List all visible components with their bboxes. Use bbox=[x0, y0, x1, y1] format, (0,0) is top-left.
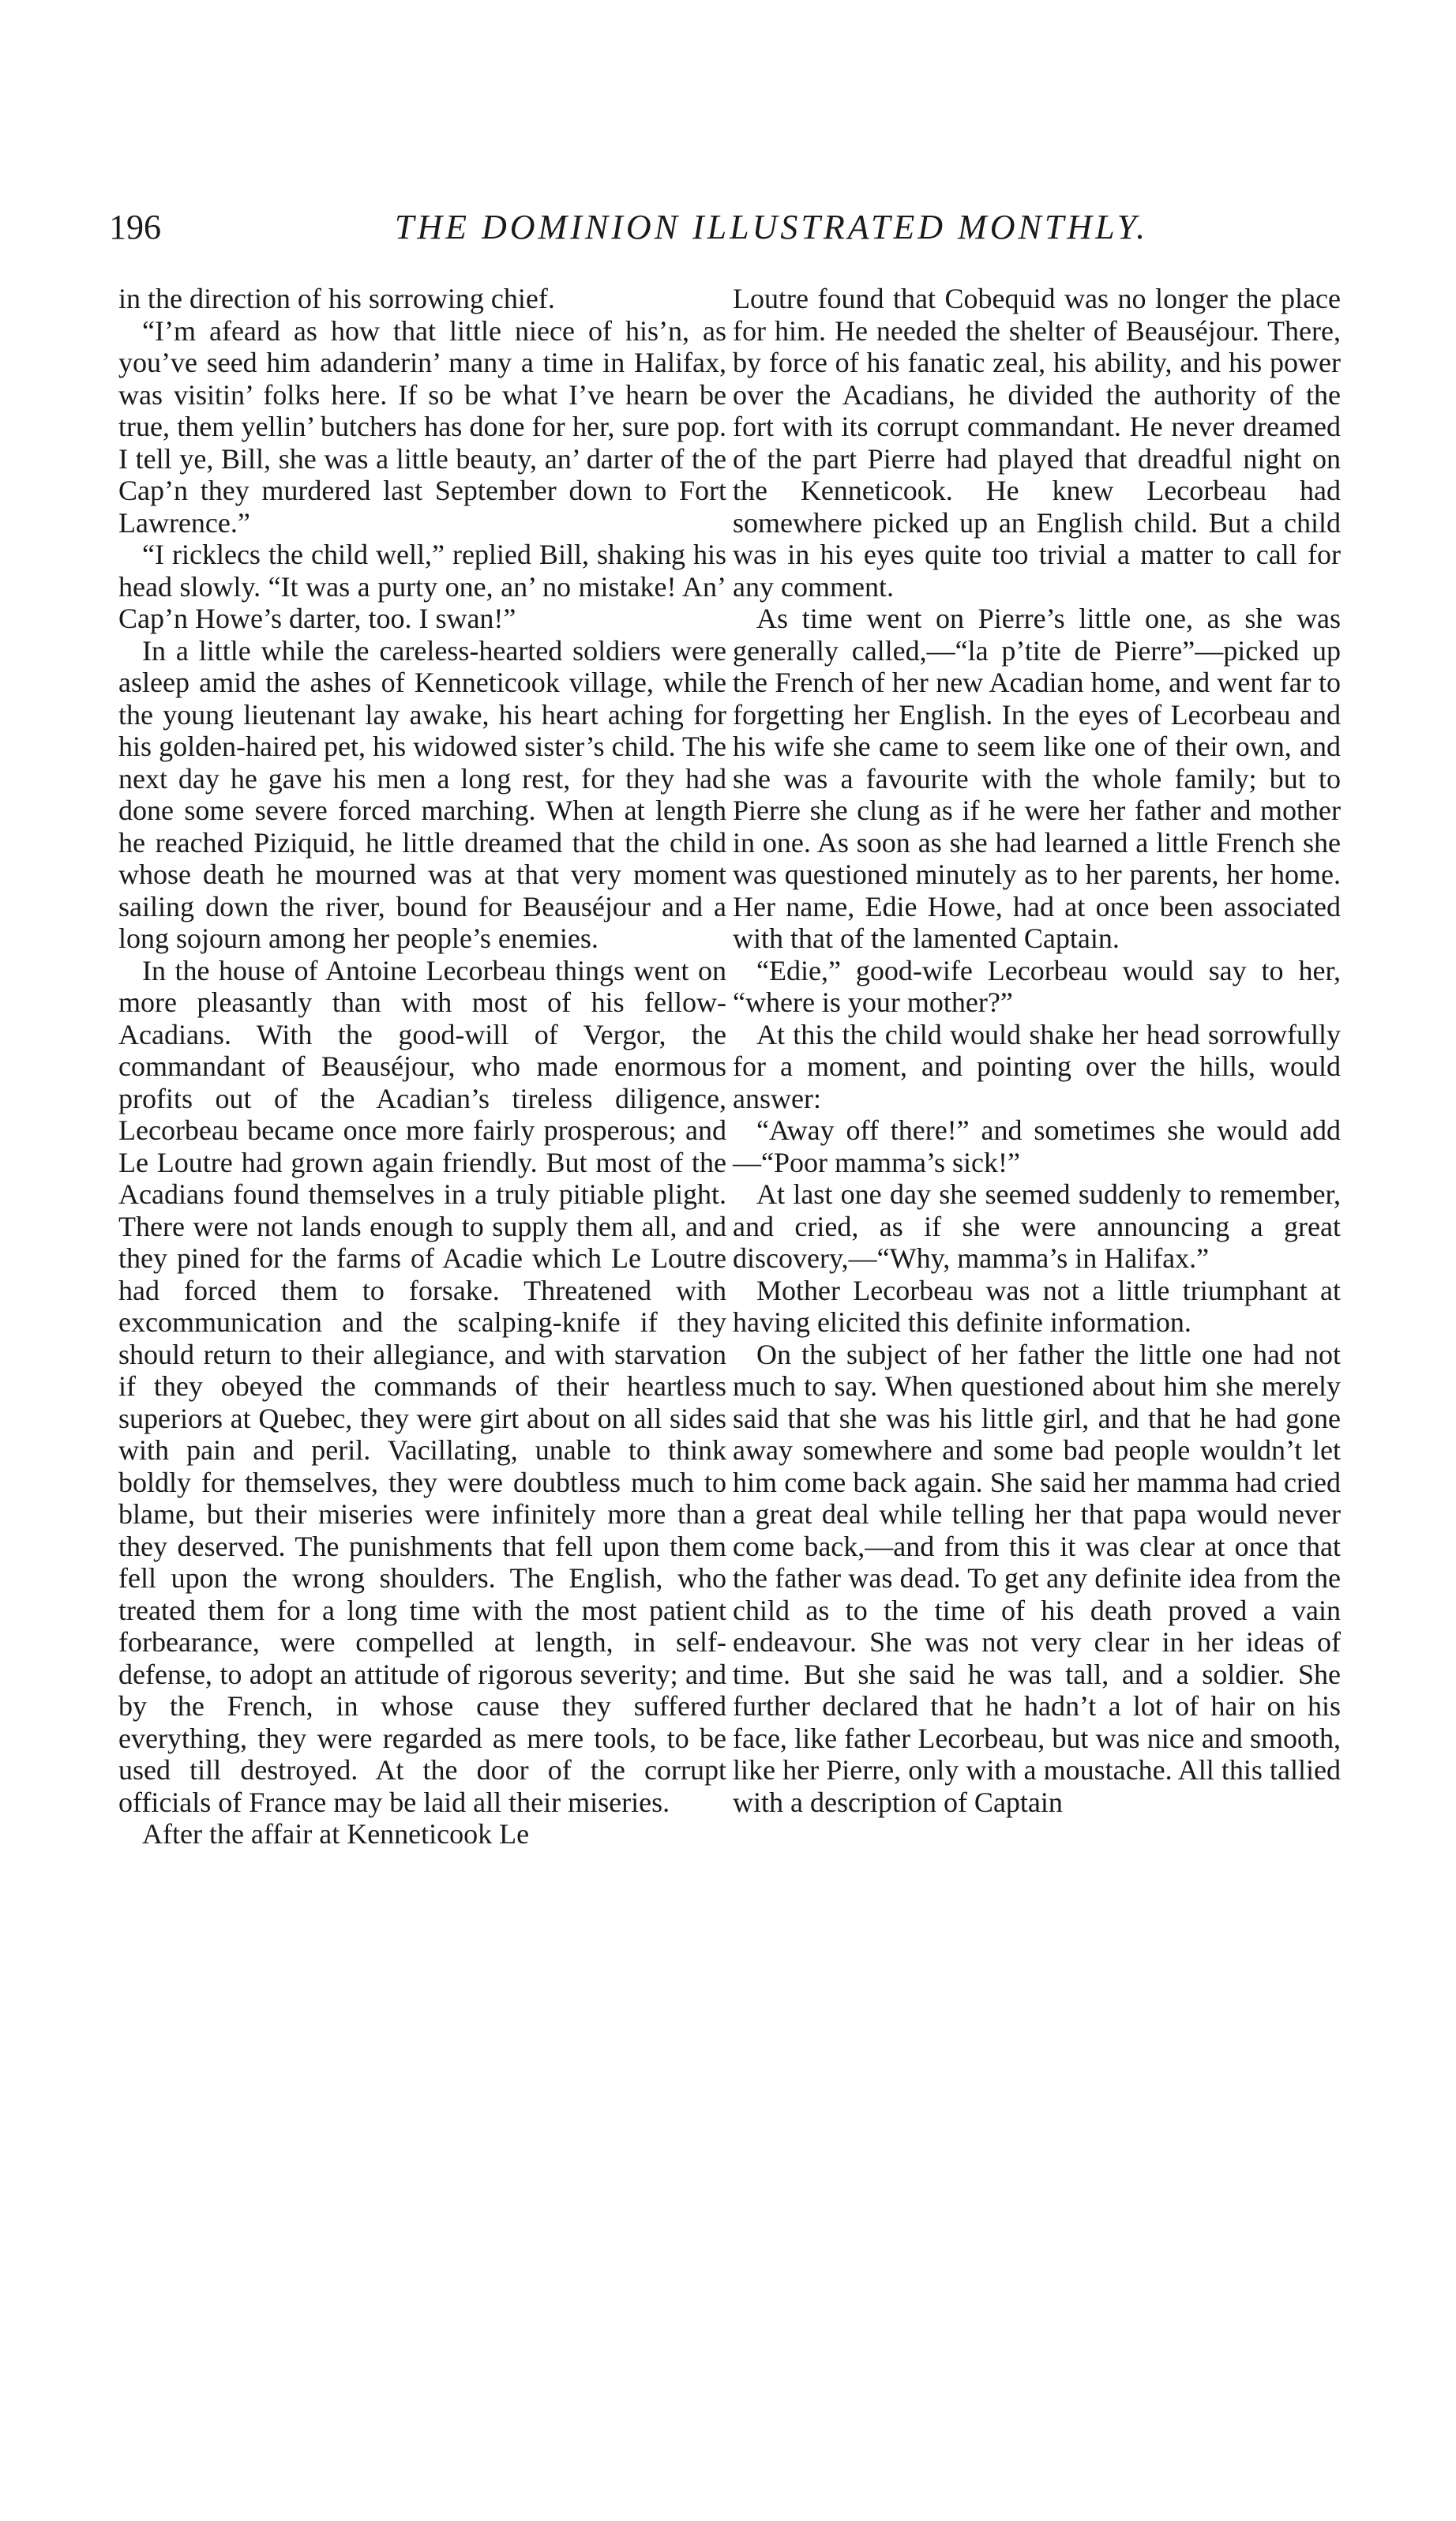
paragraph: “Edie,” good-wife Lecorbeau would say to her, “where is your mother?” bbox=[733, 954, 1341, 1018]
page-header bbox=[109, 207, 1347, 270]
paragraph: At this the child would shake her head sorrowfully for a moment, and pointing over the hills, would answer: bbox=[733, 1018, 1341, 1114]
paragraph: As time went on Pierre’s little one, as she was generally called,—“la p’tite de Pierre”—picked up the French of her new Acadian home, and went far to forgetting her English. In the eyes of Lecorbeau and his wife she came to seem like one of their own, and she was a favourite with the whole family; but to Pierre she clung as if he were her father and mother in one. As soon as she had learned a little French she was questioned minutely as to her parents, her home. Her name, Edie Howe, had at once been associated with that of the lamented Captain. bbox=[733, 603, 1341, 954]
left-column bbox=[118, 283, 726, 1850]
right-column bbox=[733, 283, 1341, 1818]
paragraph: in the direction of his sorrowing chief. bbox=[118, 283, 555, 314]
paragraph: After the affair at Kenneticook Le bbox=[142, 1818, 530, 1850]
paragraph: On the subject of her father the little one had not much to say. When questioned about him she merely said that she was his little girl, and that he had gone away somewhere and some bad people wouldn’t let him come back again. She said her mamma had cried a great deal while telling her that papa would never come back,—and from this it was clear at once that the father was dead. To get any definite idea from the child as to the time of his death proved a vain endeavour. She was not very clear in her ideas of time. But she said he was tall, and a soldier. She further declared that he hadn’t a lot of hair on his face, like father Lecorbeau, but was nice and smooth, like her Pierre, only with a moustache. All this tallied with a description of Captain bbox=[733, 1338, 1341, 1818]
paragraph: “I ricklecs the child well,” replied Bill, shaking his head slowly. “It was a purty one, an’ no mistake! An’ Cap’n Howe’s darter, too. I swan!” bbox=[118, 539, 726, 634]
paragraph: In the house of Antoine Lecorbeau things went on more pleasantly than with most of his fellow-Acadians. With the good-will of Vergor, the commandant of Beauséjour, who made enormous profits out of the Acadian’s tireless diligence, Lecorbeau became once more fairly prosperous; and Le Loutre had grown again friendly. But most of the Acadians found themselves in a truly pitiable plight. There were not lands enough to supply them all, and they pined for the farms of Acadie which Le Loutre had forced them to forsake. Threatened with excommunication and the scalping-knife if they should return to their allegiance, and with starvation if they obeyed the commands of their heartless superiors at Quebec, they were girt about on all sides with pain and peril. Vacillating, unable to think boldly for themselves, they were doubtless much to blame, but their miseries were infinitely more than they deserved. The punishments that fell upon them fell upon the wrong shoulders. The English, who treated them for a long time with the most patient forbearance, were compelled at length, in self-defense, to adopt an attitude of rigorous severity; and by the French, in whose cause they suffered everything, they were regarded as mere tools, to be used till destroyed. At the door of the corrupt officials of France may be laid all their miseries. bbox=[118, 954, 726, 1818]
paragraph: Mother Lecorbeau was not a little triumphant at having elicited this definite information. bbox=[733, 1274, 1341, 1338]
running-title: THE DOMINION ILLUSTRATED MONTHLY. bbox=[394, 208, 1149, 246]
paragraph: In a little while the careless-hearted soldiers were asleep amid the ashes of Kenneticook village, while the young lieutenant lay awake, his heart aching for his golden-haired pet, his widowed sister’s child. The next day he gave his men a long rest, for they had done some severe forced marching. When at length he reached Piziquid, he little dreamed that the child whose death he mourned was at that very moment sailing down the river, bound for Beauséjour and a long sojourn among her people’s enemies. bbox=[118, 634, 726, 954]
paragraph: “Away off there!” and sometimes she would add—“Poor mamma’s sick!” bbox=[733, 1114, 1341, 1178]
paragraph: “I’m afeard as how that little niece of his’n, as you’ve seed him adanderin’ many a time in Halifax, was visitin’ folks here. If so be what I’ve hearn be true, them yellin’ butchers has done for her, sure pop. I tell ye, Bill, she was a little beauty, an’ darter of the Cap’n they murdered last September down to Fort Lawrence.” bbox=[118, 314, 726, 539]
page-number: 196 bbox=[109, 208, 161, 246]
paragraph: At last one day she seemed suddenly to remember, and cried, as if she were announcing a great discovery,—“Why, mamma’s in Halifax.” bbox=[733, 1178, 1341, 1274]
paragraph: Loutre found that Cobequid was no longer the place for him. He needed the shelter of Beauséjour. There, by force of his fanatic zeal, his ability, and his power over the Acadians, he divided the authority of the fort with its corrupt commandant. He never dreamed of the part Pierre had played that dreadful night on the Kenneticook. He knew Lecorbeau had somewhere picked up an English child. But a child was in his eyes quite too trivial a matter to call for any comment. bbox=[733, 283, 1341, 603]
